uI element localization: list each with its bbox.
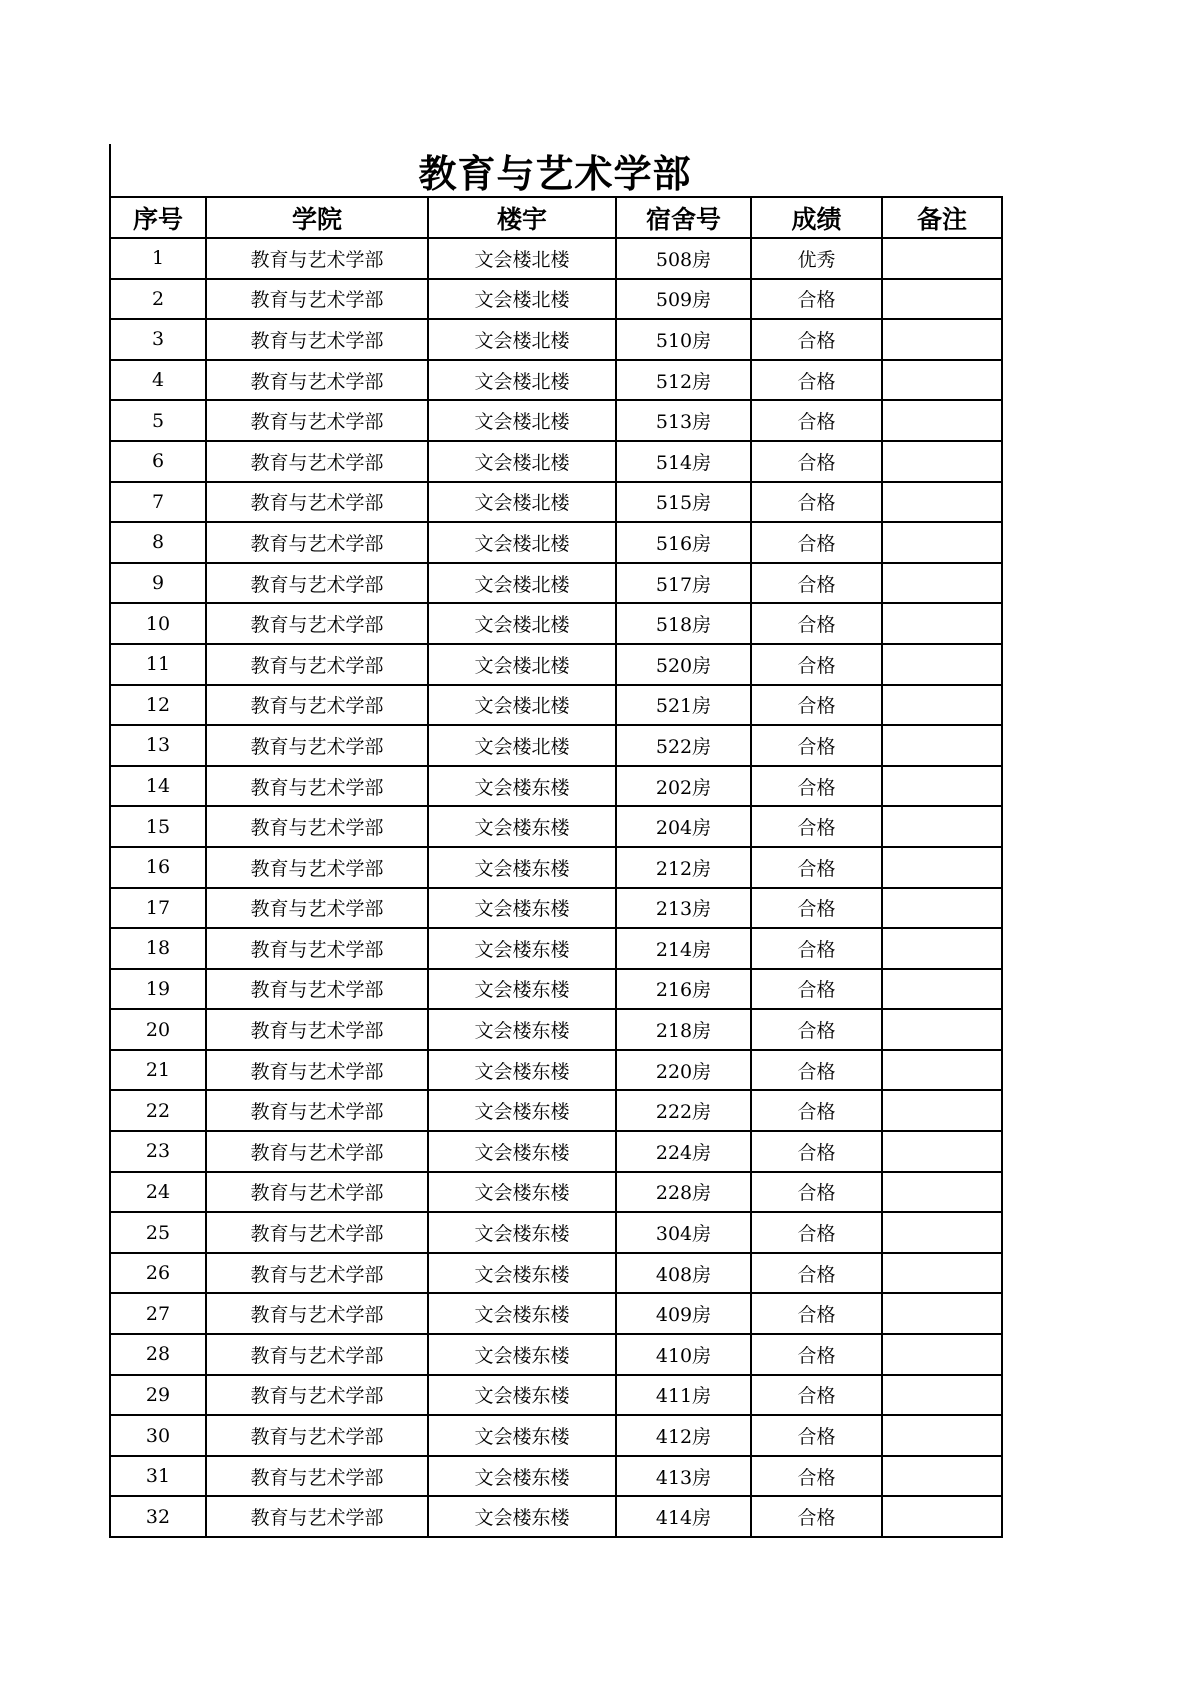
cell-college: 教育与艺术学部 xyxy=(206,847,428,888)
cell-score: 合格 xyxy=(751,360,882,401)
cell-score: 合格 xyxy=(751,603,882,644)
table-row xyxy=(110,1090,1002,1131)
cell-room: 204房 xyxy=(616,806,751,847)
cell-room: 214房 xyxy=(616,928,751,969)
cell-remarks xyxy=(882,1334,1002,1375)
cell-college: 教育与艺术学部 xyxy=(206,482,428,523)
cell-index: 26 xyxy=(110,1253,206,1294)
cell-building: 文会楼东楼 xyxy=(428,1131,616,1172)
cell-building: 文会楼东楼 xyxy=(428,1496,616,1537)
cell-college: 教育与艺术学部 xyxy=(206,360,428,401)
table-row xyxy=(110,1131,1002,1172)
cell-building: 文会楼东楼 xyxy=(428,888,616,929)
cell-score: 合格 xyxy=(751,644,882,685)
cell-building: 文会楼北楼 xyxy=(428,400,616,441)
cell-index: 20 xyxy=(110,1009,206,1050)
cell-building: 文会楼东楼 xyxy=(428,1253,616,1294)
table-row xyxy=(110,238,1002,279)
cell-remarks xyxy=(882,1131,1002,1172)
table-row xyxy=(110,360,1002,401)
cell-score: 合格 xyxy=(751,1172,882,1213)
cell-college: 教育与艺术学部 xyxy=(206,806,428,847)
cell-building: 文会楼东楼 xyxy=(428,969,616,1010)
cell-college: 教育与艺术学部 xyxy=(206,238,428,279)
cell-building: 文会楼东楼 xyxy=(428,1334,616,1375)
cell-college: 教育与艺术学部 xyxy=(206,1456,428,1497)
cell-room: 412房 xyxy=(616,1415,751,1456)
cell-score: 合格 xyxy=(751,441,882,482)
table-row xyxy=(110,847,1002,888)
cell-college: 教育与艺术学部 xyxy=(206,1334,428,1375)
cell-remarks xyxy=(882,888,1002,929)
cell-room: 413房 xyxy=(616,1456,751,1497)
cell-remarks xyxy=(882,603,1002,644)
table-row xyxy=(110,888,1002,929)
cell-score: 合格 xyxy=(751,319,882,360)
cell-room: 518房 xyxy=(616,603,751,644)
cell-room: 228房 xyxy=(616,1172,751,1213)
cell-college: 教育与艺术学部 xyxy=(206,522,428,563)
cell-building: 文会楼东楼 xyxy=(428,1293,616,1334)
header-score: 成绩 xyxy=(751,197,882,238)
cell-building: 文会楼北楼 xyxy=(428,522,616,563)
cell-college: 教育与艺术学部 xyxy=(206,766,428,807)
cell-building: 文会楼北楼 xyxy=(428,441,616,482)
cell-index: 25 xyxy=(110,1212,206,1253)
cell-college: 教育与艺术学部 xyxy=(206,1131,428,1172)
table-body xyxy=(110,238,1002,1537)
cell-building: 文会楼北楼 xyxy=(428,563,616,604)
cell-building: 文会楼北楼 xyxy=(428,360,616,401)
cell-remarks xyxy=(882,482,1002,523)
cell-room: 414房 xyxy=(616,1496,751,1537)
cell-college: 教育与艺术学部 xyxy=(206,725,428,766)
cell-college: 教育与艺术学部 xyxy=(206,279,428,320)
cell-remarks xyxy=(882,847,1002,888)
cell-remarks xyxy=(882,1212,1002,1253)
cell-building: 文会楼北楼 xyxy=(428,319,616,360)
cell-building: 文会楼东楼 xyxy=(428,928,616,969)
cell-college: 教育与艺术学部 xyxy=(206,563,428,604)
cell-building: 文会楼东楼 xyxy=(428,1009,616,1050)
cell-score: 合格 xyxy=(751,1212,882,1253)
cell-index: 16 xyxy=(110,847,206,888)
table-row xyxy=(110,1415,1002,1456)
cell-score: 合格 xyxy=(751,522,882,563)
cell-remarks xyxy=(882,1375,1002,1416)
cell-room: 517房 xyxy=(616,563,751,604)
cell-building: 文会楼北楼 xyxy=(428,482,616,523)
cell-index: 18 xyxy=(110,928,206,969)
cell-remarks xyxy=(882,644,1002,685)
cell-remarks xyxy=(882,806,1002,847)
table-row xyxy=(110,1334,1002,1375)
cell-building: 文会楼东楼 xyxy=(428,847,616,888)
cell-remarks xyxy=(882,969,1002,1010)
cell-index: 3 xyxy=(110,319,206,360)
cell-index: 6 xyxy=(110,441,206,482)
cell-score: 合格 xyxy=(751,1253,882,1294)
cell-index: 31 xyxy=(110,1456,206,1497)
cell-room: 410房 xyxy=(616,1334,751,1375)
cell-room: 516房 xyxy=(616,522,751,563)
header-college: 学院 xyxy=(206,197,428,238)
cell-building: 文会楼北楼 xyxy=(428,238,616,279)
table-row xyxy=(110,522,1002,563)
cell-college: 教育与艺术学部 xyxy=(206,400,428,441)
cell-remarks xyxy=(882,319,1002,360)
cell-remarks xyxy=(882,238,1002,279)
cell-remarks xyxy=(882,1050,1002,1091)
cell-score: 合格 xyxy=(751,1375,882,1416)
dormitory-score-table xyxy=(109,196,1003,1538)
cell-index: 1 xyxy=(110,238,206,279)
cell-college: 教育与艺术学部 xyxy=(206,1253,428,1294)
cell-building: 文会楼东楼 xyxy=(428,1172,616,1213)
table-row xyxy=(110,685,1002,726)
cell-room: 411房 xyxy=(616,1375,751,1416)
table-row xyxy=(110,319,1002,360)
cell-building: 文会楼东楼 xyxy=(428,766,616,807)
cell-index: 4 xyxy=(110,360,206,401)
cell-room: 509房 xyxy=(616,279,751,320)
table-row xyxy=(110,1172,1002,1213)
cell-college: 教育与艺术学部 xyxy=(206,685,428,726)
cell-remarks xyxy=(882,685,1002,726)
cell-score: 合格 xyxy=(751,1050,882,1091)
cell-room: 514房 xyxy=(616,441,751,482)
cell-room: 508房 xyxy=(616,238,751,279)
cell-room: 515房 xyxy=(616,482,751,523)
table-row xyxy=(110,1496,1002,1537)
table-row xyxy=(110,603,1002,644)
cell-index: 14 xyxy=(110,766,206,807)
cell-index: 28 xyxy=(110,1334,206,1375)
cell-room: 510房 xyxy=(616,319,751,360)
cell-college: 教育与艺术学部 xyxy=(206,603,428,644)
table-row xyxy=(110,1293,1002,1334)
cell-college: 教育与艺术学部 xyxy=(206,441,428,482)
cell-remarks xyxy=(882,725,1002,766)
cell-score: 合格 xyxy=(751,1009,882,1050)
cell-index: 17 xyxy=(110,888,206,929)
cell-score: 合格 xyxy=(751,1131,882,1172)
cell-college: 教育与艺术学部 xyxy=(206,1090,428,1131)
header-room: 宿舍号 xyxy=(616,197,751,238)
cell-score: 合格 xyxy=(751,400,882,441)
cell-index: 9 xyxy=(110,563,206,604)
table-row xyxy=(110,1253,1002,1294)
cell-college: 教育与艺术学部 xyxy=(206,1293,428,1334)
cell-remarks xyxy=(882,400,1002,441)
table-row xyxy=(110,482,1002,523)
table-row xyxy=(110,1375,1002,1416)
cell-score: 合格 xyxy=(751,847,882,888)
cell-index: 8 xyxy=(110,522,206,563)
cell-building: 文会楼东楼 xyxy=(428,1375,616,1416)
cell-remarks xyxy=(882,1415,1002,1456)
cell-room: 224房 xyxy=(616,1131,751,1172)
cell-college: 教育与艺术学部 xyxy=(206,1375,428,1416)
cell-index: 7 xyxy=(110,482,206,523)
cell-building: 文会楼东楼 xyxy=(428,1456,616,1497)
cell-building: 文会楼东楼 xyxy=(428,1212,616,1253)
table-row xyxy=(110,969,1002,1010)
cell-index: 32 xyxy=(110,1496,206,1537)
cell-building: 文会楼东楼 xyxy=(428,1090,616,1131)
cell-room: 220房 xyxy=(616,1050,751,1091)
cell-score: 合格 xyxy=(751,928,882,969)
cell-college: 教育与艺术学部 xyxy=(206,1496,428,1537)
cell-room: 512房 xyxy=(616,360,751,401)
cell-college: 教育与艺术学部 xyxy=(206,1050,428,1091)
cell-college: 教育与艺术学部 xyxy=(206,888,428,929)
cell-college: 教育与艺术学部 xyxy=(206,319,428,360)
cell-index: 12 xyxy=(110,685,206,726)
cell-score: 合格 xyxy=(751,482,882,523)
cell-index: 13 xyxy=(110,725,206,766)
cell-building: 文会楼北楼 xyxy=(428,644,616,685)
cell-building: 文会楼北楼 xyxy=(428,279,616,320)
table-row xyxy=(110,766,1002,807)
cell-remarks xyxy=(882,563,1002,604)
cell-index: 27 xyxy=(110,1293,206,1334)
cell-room: 409房 xyxy=(616,1293,751,1334)
cell-remarks xyxy=(882,928,1002,969)
cell-building: 文会楼东楼 xyxy=(428,806,616,847)
cell-room: 513房 xyxy=(616,400,751,441)
cell-index: 11 xyxy=(110,644,206,685)
table-header xyxy=(110,197,1002,238)
cell-score: 合格 xyxy=(751,1293,882,1334)
table-row xyxy=(110,928,1002,969)
cell-index: 23 xyxy=(110,1131,206,1172)
cell-room: 304房 xyxy=(616,1212,751,1253)
table-row xyxy=(110,563,1002,604)
cell-index: 29 xyxy=(110,1375,206,1416)
cell-remarks xyxy=(882,1456,1002,1497)
cell-remarks xyxy=(882,279,1002,320)
cell-score: 合格 xyxy=(751,1090,882,1131)
cell-score: 合格 xyxy=(751,563,882,604)
cell-index: 19 xyxy=(110,969,206,1010)
cell-remarks xyxy=(882,766,1002,807)
cell-index: 5 xyxy=(110,400,206,441)
header-index: 序号 xyxy=(110,197,206,238)
cell-room: 522房 xyxy=(616,725,751,766)
cell-remarks xyxy=(882,522,1002,563)
cell-building: 文会楼北楼 xyxy=(428,685,616,726)
table-row xyxy=(110,725,1002,766)
table-row xyxy=(110,1009,1002,1050)
cell-score: 合格 xyxy=(751,685,882,726)
cell-index: 2 xyxy=(110,279,206,320)
cell-score: 合格 xyxy=(751,1334,882,1375)
cell-building: 文会楼东楼 xyxy=(428,1050,616,1091)
table-row xyxy=(110,1050,1002,1091)
cell-remarks xyxy=(882,360,1002,401)
cell-score: 合格 xyxy=(751,725,882,766)
cell-room: 202房 xyxy=(616,766,751,807)
header-remarks: 备注 xyxy=(882,197,1002,238)
cell-room: 218房 xyxy=(616,1009,751,1050)
cell-score: 合格 xyxy=(751,1415,882,1456)
cell-room: 213房 xyxy=(616,888,751,929)
cell-college: 教育与艺术学部 xyxy=(206,1415,428,1456)
cell-index: 21 xyxy=(110,1050,206,1091)
cell-remarks xyxy=(882,1009,1002,1050)
cell-score: 合格 xyxy=(751,766,882,807)
cell-room: 216房 xyxy=(616,969,751,1010)
table-row xyxy=(110,1456,1002,1497)
cell-building: 文会楼北楼 xyxy=(428,725,616,766)
cell-score: 合格 xyxy=(751,888,882,929)
cell-room: 521房 xyxy=(616,685,751,726)
cell-college: 教育与艺术学部 xyxy=(206,969,428,1010)
table-row xyxy=(110,644,1002,685)
cell-score: 合格 xyxy=(751,806,882,847)
cell-score: 合格 xyxy=(751,1496,882,1537)
cell-room: 408房 xyxy=(616,1253,751,1294)
cell-remarks xyxy=(882,441,1002,482)
cell-score: 合格 xyxy=(751,969,882,1010)
cell-index: 24 xyxy=(110,1172,206,1213)
header-row xyxy=(110,197,1002,238)
cell-index: 22 xyxy=(110,1090,206,1131)
cell-room: 520房 xyxy=(616,644,751,685)
cell-score: 合格 xyxy=(751,1456,882,1497)
cell-remarks xyxy=(882,1172,1002,1213)
table-row xyxy=(110,441,1002,482)
cell-room: 212房 xyxy=(616,847,751,888)
cell-index: 30 xyxy=(110,1415,206,1456)
page-title: 教育与艺术学部 xyxy=(418,151,692,196)
cell-remarks xyxy=(882,1293,1002,1334)
cell-building: 文会楼北楼 xyxy=(428,603,616,644)
cell-score: 优秀 xyxy=(751,238,882,279)
cell-index: 15 xyxy=(110,806,206,847)
table-row xyxy=(110,279,1002,320)
cell-remarks xyxy=(882,1496,1002,1537)
cell-building: 文会楼东楼 xyxy=(428,1415,616,1456)
cell-college: 教育与艺术学部 xyxy=(206,928,428,969)
cell-score: 合格 xyxy=(751,279,882,320)
table-row xyxy=(110,806,1002,847)
cell-college: 教育与艺术学部 xyxy=(206,1212,428,1253)
cell-college: 教育与艺术学部 xyxy=(206,644,428,685)
cell-room: 222房 xyxy=(616,1090,751,1131)
cell-college: 教育与艺术学部 xyxy=(206,1172,428,1213)
table-row xyxy=(110,400,1002,441)
header-building: 楼宇 xyxy=(428,197,616,238)
cell-index: 10 xyxy=(110,603,206,644)
table-row xyxy=(110,1212,1002,1253)
cell-remarks xyxy=(882,1253,1002,1294)
cell-college: 教育与艺术学部 xyxy=(206,1009,428,1050)
cell-remarks xyxy=(882,1090,1002,1131)
